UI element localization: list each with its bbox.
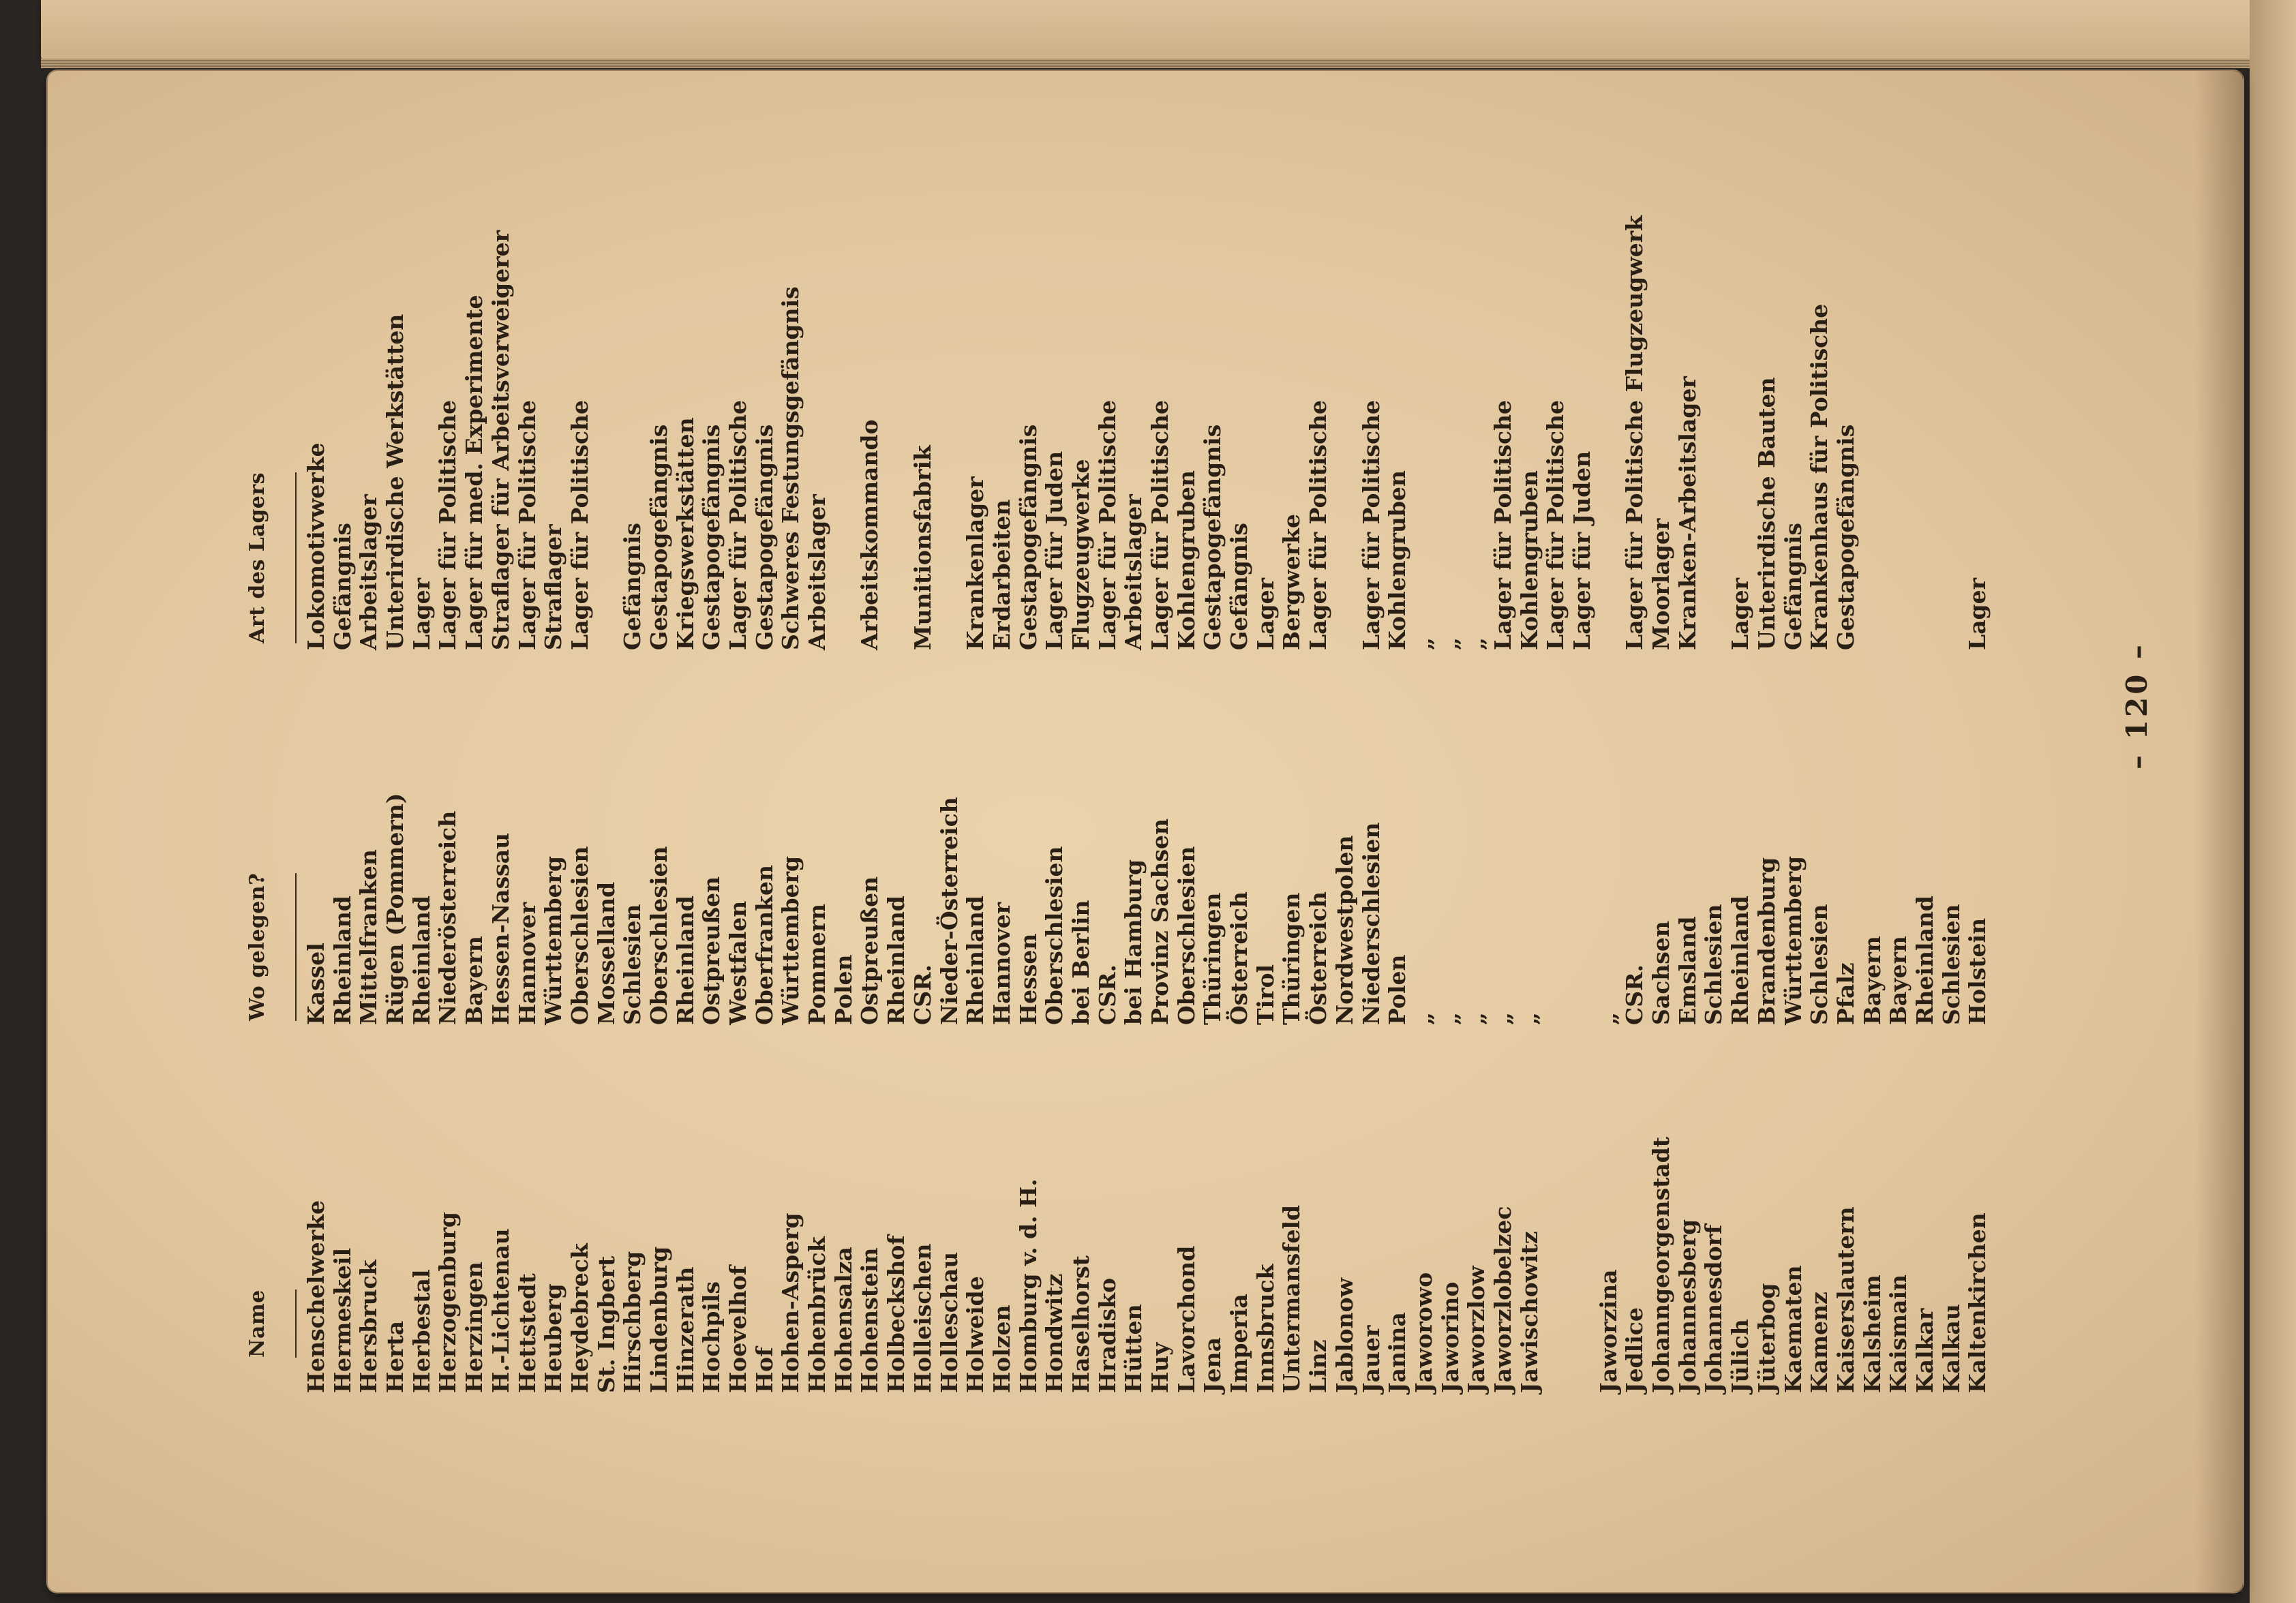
type-cell: Krankenhaus für Politische (1806, 303, 1833, 650)
type-cell: „ (1463, 637, 1490, 650)
location-cell: Württemberg (1779, 855, 1807, 1025)
type-cell: Kranken-Arbeitslager (1674, 376, 1701, 650)
location-cell: Österreich (1305, 891, 1332, 1025)
type-cell: Arbeitslager (355, 494, 382, 650)
location-cell: Württemberg (540, 855, 567, 1025)
book-page (48, 71, 2243, 1592)
type-cell: Arbeitskommando (856, 419, 883, 650)
location-cell: bei Hamburg (1120, 859, 1147, 1025)
location-cell (1569, 643, 1596, 1025)
name-cell: Innsbruck (1252, 1264, 1279, 1393)
name-cell (1543, 1039, 1569, 1393)
type-cell: Gestapogefängnis (698, 424, 725, 650)
name-cell: H.-Lichtenau (487, 1228, 514, 1393)
location-cell: Nieder-Österreich (935, 797, 963, 1025)
location-cell: „ (1436, 1012, 1464, 1025)
type-cell: Lager für Politische (1357, 399, 1385, 650)
location-cell: Bayern (1885, 936, 1912, 1025)
name-cell: Jülich (1727, 1319, 1754, 1393)
name-cell: Jaworzlow (1463, 1266, 1490, 1393)
type-cell: Erdarbeiten (988, 499, 1015, 650)
location-cell: Pommern (804, 903, 831, 1025)
name-cell: Jedlice (1621, 1307, 1648, 1393)
location-cell: „ (1463, 1012, 1490, 1025)
name-cell: Kamenz (1806, 1292, 1833, 1393)
type-cell: Kriegswerkstätten (671, 417, 699, 650)
name-cell: Holbeckshof (883, 1235, 910, 1393)
type-cell (1860, 0, 1886, 650)
location-cell: Pfalz (1832, 962, 1859, 1025)
location-cell: Mittelfranken (355, 849, 382, 1025)
name-cell: Heuberg (540, 1283, 567, 1393)
name-cell: Lavorchond (1173, 1245, 1200, 1393)
type-cell: Lager für Politische (1093, 399, 1121, 650)
name-cell: Johannesdorf (1700, 1224, 1727, 1393)
name-cell: Herzogenburg (434, 1212, 462, 1393)
header-type: Art des Lagers (235, 472, 297, 643)
name-cell: Johannesberg (1674, 1219, 1701, 1393)
location-cell: Ostpreußen (698, 876, 725, 1025)
location-cell: Rheinland (1727, 896, 1754, 1025)
location-cell: Brandenburg (1753, 857, 1780, 1025)
name-cell: Linz (1305, 1339, 1332, 1393)
type-cell (1332, 0, 1359, 650)
header-location: Wo gelegen? (235, 873, 297, 1021)
name-cell: Holweide (962, 1276, 989, 1393)
type-cell: Straflager (540, 524, 567, 650)
name-cell: Jablonow (1331, 1277, 1358, 1393)
type-cell: Gestapogefängnis (1832, 424, 1859, 650)
type-cell: Munitionsfabrik (909, 445, 936, 650)
type-cell: Kohlengruben (1173, 470, 1200, 650)
type-cell: Lager für Politische (1542, 399, 1569, 650)
location-cell: Nordwestpolen (1331, 835, 1358, 1025)
location-cell: bei Berlin (1067, 900, 1094, 1025)
name-cell: Hohenstein (856, 1247, 883, 1393)
type-cell (1939, 0, 1965, 650)
page-gutter (2195, 71, 2243, 1592)
header-name: Name (235, 1289, 297, 1358)
location-cell: Thüringen (1278, 892, 1305, 1025)
type-cell: Lager für Politische Flugzeugwerk (1621, 215, 1648, 650)
type-cell: Lager für Juden (1041, 451, 1068, 650)
location-cell: Holstein (1964, 917, 1991, 1025)
type-cell: Lager (1252, 577, 1279, 650)
type-cell: Lager für Politische (1305, 399, 1332, 650)
type-cell (937, 0, 963, 650)
type-cell: Kohlengruben (1384, 470, 1411, 650)
type-cell: Straflager für Arbeitsverweigerer (487, 230, 514, 650)
type-cell: Lager (408, 577, 435, 650)
type-cell: Lager für Politische (1147, 399, 1173, 650)
location-cell (1543, 643, 1569, 1025)
name-cell (1569, 1039, 1596, 1393)
location-cell: Kassel (303, 943, 329, 1025)
name-cell: Hermeskeil (329, 1248, 356, 1393)
location-cell: „ (1595, 1012, 1622, 1025)
name-cell: Hradisko (1093, 1277, 1121, 1393)
type-cell (1596, 0, 1622, 650)
name-cell: Jüterbog (1753, 1283, 1780, 1393)
type-cell: Gefängnis (1779, 523, 1807, 650)
location-cell: „ (1489, 1012, 1516, 1025)
column-name (235, 1039, 1991, 1393)
type-cell: Krankenlager (962, 476, 989, 650)
name-cell: Kalkar (1911, 1308, 1938, 1393)
type-cell: Kohlengruben (1515, 470, 1543, 650)
type-cell (1701, 0, 1727, 650)
location-cell: Rheinland (329, 896, 356, 1025)
type-cell: Lokomotivwerke (303, 442, 329, 650)
location-cell: Schlesien (1937, 904, 1965, 1025)
name-cell: Imperia (1226, 1294, 1253, 1393)
type-cell: Gestapogefängnis (751, 424, 778, 650)
page-number: – 120 – (2120, 642, 2154, 769)
type-cell: Bergwerke (1278, 514, 1305, 650)
location-cell: Tirol (1252, 964, 1279, 1025)
location-cell: Rheinland (1911, 896, 1938, 1025)
name-cell: Herbestal (408, 1269, 435, 1393)
location-cell: Österreich (1226, 891, 1253, 1025)
type-cell: Lager für med. Experimente (461, 294, 488, 650)
location-cell: Oberschlesien (566, 846, 593, 1025)
location-cell: Sachsen (1648, 921, 1675, 1025)
location-cell: Hessen (1014, 933, 1042, 1025)
location-cell: CSR. (909, 964, 936, 1025)
name-cell: Jena (1199, 1337, 1226, 1393)
type-cell: Lager für Juden (1569, 451, 1595, 650)
name-cell: Hoevelhof (725, 1265, 751, 1393)
name-cell: Hirschberg (619, 1251, 646, 1393)
type-cell (1886, 0, 1912, 650)
name-cell: Kaematen (1779, 1265, 1807, 1393)
name-cell: Holleischen (909, 1243, 936, 1393)
name-cell: Johanngeorgenstadt (1648, 1136, 1675, 1393)
name-cell: Hettstedt (513, 1273, 541, 1393)
name-cell: Jauer (1357, 1325, 1385, 1393)
name-cell: Kaismain (1885, 1274, 1912, 1393)
type-cell: „ (1436, 637, 1464, 650)
location-cell: Polen (1384, 954, 1411, 1025)
location-cell: Hannover (513, 902, 541, 1025)
type-cell: Schweres Festungsgefängnis (777, 286, 804, 650)
name-cell: Haselhorst (1067, 1255, 1094, 1393)
location-cell: Westfalen (725, 900, 751, 1025)
type-cell: Unterirdische Bauten (1753, 377, 1780, 650)
type-cell: Gefängnis (329, 523, 356, 650)
name-cell: Herzingen (461, 1262, 488, 1393)
name-cell: Heydebreck (566, 1243, 593, 1393)
name-cell: Hondwitz (1041, 1273, 1068, 1393)
type-cell: „ (1410, 637, 1437, 650)
type-cell: Unterirdische Werkstätten (382, 314, 409, 650)
name-cell: Jawischowitz (1515, 1231, 1543, 1393)
name-cell: Herta (382, 1320, 409, 1393)
type-cell: Arbeitslager (1120, 494, 1147, 650)
type-cell: Lager (1727, 577, 1754, 650)
name-cell: Jaworzina (1595, 1269, 1622, 1393)
location-cell: Mosselland (592, 881, 620, 1025)
name-cell: Kaiserslautern (1832, 1206, 1859, 1393)
location-cell: Niederösterreich (434, 810, 462, 1025)
name-cell: Janina (1384, 1312, 1411, 1393)
type-cell: Lager für Politische (434, 399, 462, 650)
type-cell: Lager für Politische (1489, 399, 1516, 650)
name-cell: Hohenbrück (804, 1236, 831, 1393)
name-cell: Hochpils (698, 1281, 725, 1393)
location-cell: Polen (830, 954, 857, 1025)
location-cell: Ostpreußen (856, 876, 883, 1025)
name-cell: Holleschau (935, 1251, 963, 1393)
name-cell: Untermansfeld (1278, 1204, 1305, 1393)
type-cell (831, 0, 858, 650)
location-cell: Hannover (988, 902, 1015, 1025)
name-cell: St. Ingbert (592, 1255, 620, 1393)
type-cell (1912, 0, 1939, 650)
column-location (235, 643, 1991, 1025)
column-name-body (303, 1039, 1991, 1393)
location-cell: Emsland (1674, 916, 1701, 1025)
type-cell: Gestapogefängnis (1014, 424, 1042, 650)
name-cell: Homburg v. d. H. (1014, 1178, 1042, 1393)
name-cell: Hohen-Asperg (777, 1212, 804, 1393)
name-cell: Henschelwerke (303, 1200, 329, 1393)
type-cell (594, 0, 620, 650)
name-cell: Hersbruck (355, 1260, 382, 1393)
location-cell: Oberfranken (751, 864, 778, 1025)
location-cell: Thüringen (1199, 892, 1226, 1025)
type-cell: Lager (1964, 577, 1991, 650)
name-cell: Jaworzlobelzec (1489, 1206, 1516, 1393)
location-cell: CSR. (1621, 964, 1648, 1025)
name-cell: Huy (1147, 1342, 1173, 1393)
name-cell: Holzen (988, 1304, 1015, 1393)
location-cell: Rheinland (962, 896, 989, 1025)
type-cell: Flugzeugwerke (1067, 459, 1094, 650)
location-cell: Schlesien (1806, 904, 1833, 1025)
location-cell: Rheinland (408, 896, 435, 1025)
name-cell: Lindenburg (645, 1246, 672, 1393)
column-type-body (303, 0, 1991, 650)
type-cell: Gestapogefängnis (1199, 424, 1226, 650)
type-cell: Lager für Politische (513, 399, 541, 650)
location-cell: Bayern (461, 936, 488, 1025)
type-cell: Gefängnis (1226, 523, 1253, 650)
column-type (235, 0, 1991, 650)
type-cell: Moorlager (1648, 518, 1675, 650)
location-cell: Bayern (1858, 936, 1886, 1025)
name-cell: Kalkau (1937, 1304, 1965, 1393)
name-cell: Hütten (1120, 1304, 1147, 1393)
location-cell: Niederschlesien (1357, 822, 1385, 1025)
location-cell: Rheinland (671, 896, 699, 1025)
camp-table (235, 215, 2296, 1393)
name-cell: Hinzerath (671, 1266, 699, 1393)
type-cell: Arbeitslager (804, 494, 831, 650)
name-cell: Jaworino (1436, 1281, 1464, 1393)
type-cell (883, 0, 910, 650)
location-cell: Oberschlesien (1041, 846, 1068, 1025)
location-cell: „ (1515, 1012, 1543, 1025)
name-cell: Kalsheim (1858, 1274, 1886, 1393)
location-cell: Hessen-Nassau (487, 832, 514, 1025)
type-cell: Lager für Politische (725, 399, 751, 650)
location-cell: Oberschlesien (1173, 846, 1200, 1025)
location-cell: „ (1410, 1012, 1437, 1025)
location-cell: Schlesien (1700, 904, 1727, 1025)
type-cell: Gestapogefängnis (645, 424, 672, 650)
location-cell: Schlesien (619, 904, 646, 1025)
name-cell: Jaworowo (1410, 1272, 1437, 1393)
location-cell: Oberschlesien (645, 846, 672, 1025)
location-cell: Rügen (Pommern) (382, 793, 409, 1025)
location-cell: CSR. (1093, 964, 1121, 1025)
location-cell: Württemberg (777, 855, 804, 1025)
name-cell: Hof (751, 1347, 778, 1393)
name-cell: Hohensalza (830, 1247, 857, 1393)
type-cell: Lager für Politische (566, 399, 593, 650)
location-cell: Rheinland (883, 896, 910, 1025)
location-cell: Provinz Sachsen (1147, 818, 1173, 1025)
column-location-body (303, 643, 1991, 1025)
type-cell: Gefängnis (619, 523, 646, 650)
name-cell: Kaltenkirchen (1964, 1212, 1991, 1393)
